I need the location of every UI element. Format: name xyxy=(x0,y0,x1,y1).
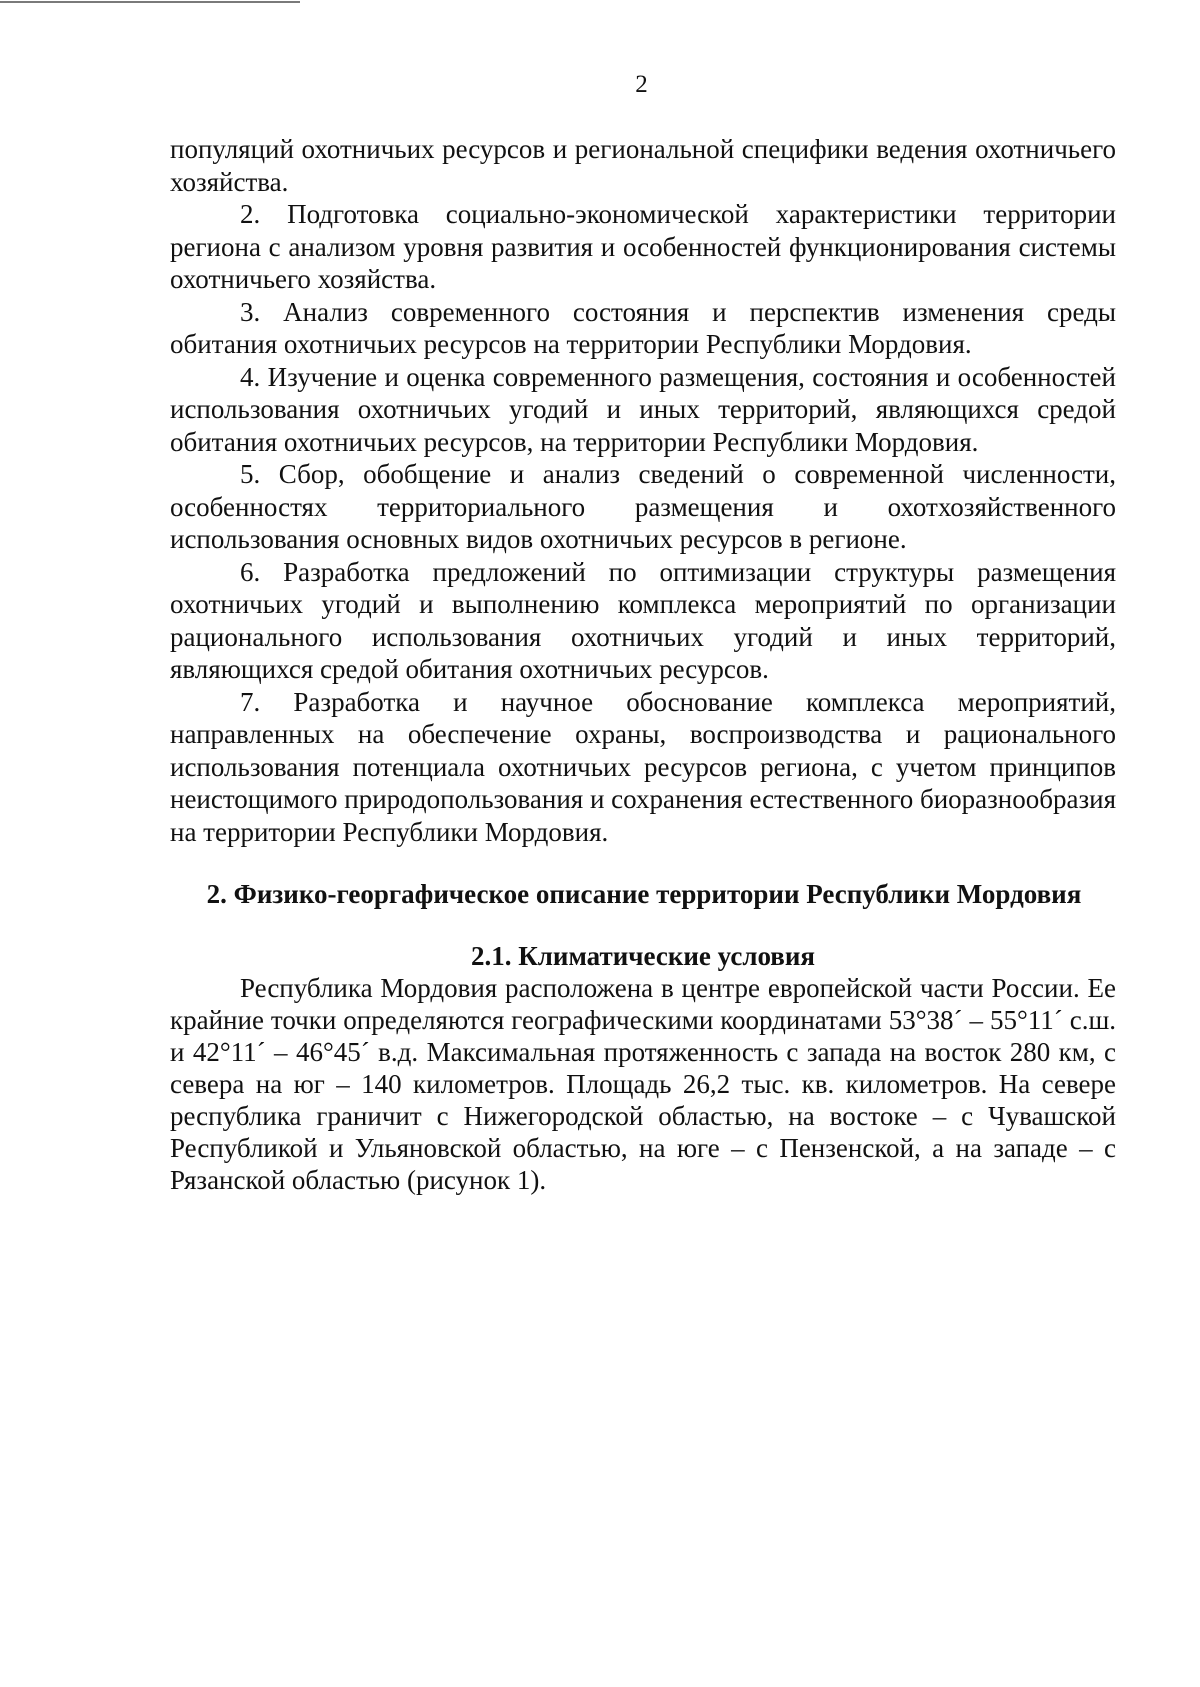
paragraph-item-3: 3. Анализ современного состояния и перспектив изменения среды обитания охотничьих ресурсов на территории Республики Мордовия. xyxy=(170,296,1116,359)
subsection-paragraph: Республика Мордовия расположена в центре европейской части России. Ее крайние точки определяются географическими координатами 53°38´ – 55°11´ с.ш. и 42°11´ – 46°45´ в.д. Максимальная протяженность с запада на восток 280 км, с севера на юг – 140 километров. Площадь 26,2 тыс. кв. километров. На севере республика граничит с Нижегородской областью, на востоке – с Чувашской Республикой и Ульяновской областью, на юге – с Пензенской, а на западе – с Рязанской областью (рисунок 1). xyxy=(170,973,1116,1195)
document-body xyxy=(170,133,1116,1196)
scan-edge-line xyxy=(0,1,300,3)
paragraph-item-4: 4. Изучение и оценка современного размещения, состояния и особенностей использования охотничьих угодий и иных территорий, являющихся средой обитания охотничьих ресурсов, на территории Республики Мордовия. xyxy=(170,361,1116,457)
paragraph-item-6: 6. Разработка предложений по оптимизации структуры размещения охотничьих угодий и выполнению комплекса мероприятий по организации рационального использования охотничьих угодий и иных территорий, являющихся средой обитания охотничьих ресурсов. xyxy=(170,556,1116,684)
paragraph-item-5: 5. Сбор, обобщение и анализ сведений о современной численности, особенностях территориального размещения и охотхозяйственного использования основных видов охотничьих ресурсов в регионе. xyxy=(170,459,1116,554)
section-title: 2. Физико-георгафическое описание территории Республики Мордовия xyxy=(206,879,1082,909)
paragraph-item-7: 7. Разработка и научное обоснование комплекса мероприятий, направленных на обеспечение охраны, воспроизводства и рационального использования потенциала охотничьих ресурсов региона, с учетом принципов неистощимого природопользования и сохранения естественного биоразнообразия на территории Республики Мордовия. xyxy=(170,686,1117,847)
subsection-title: 2.1. Климатические условия xyxy=(470,941,816,971)
paragraph-item-2: 2. Подготовка социально-экономической характеристики территории региона с анализом уровня развития и особенностей функционирования системы охотничьего хозяйства. xyxy=(170,199,1116,294)
page-number: 2 xyxy=(635,71,648,98)
paragraph-continuation: популяций охотничьих ресурсов и региональной специфики ведения охотничьего хозяйства. xyxy=(170,134,1116,197)
